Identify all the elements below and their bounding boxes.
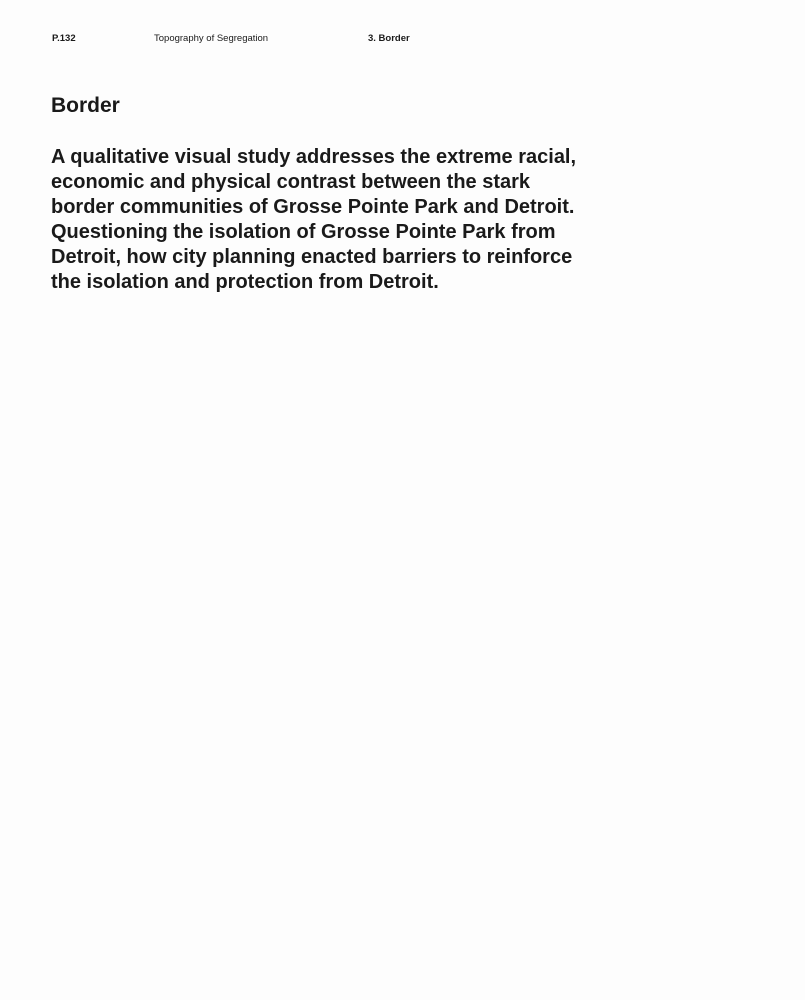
intro-line: Questioning the isolation of Grosse Pointe Park from <box>51 221 556 243</box>
intro-line: border communities of Grosse Pointe Park and Detroit. <box>51 196 575 218</box>
intro-line: the isolation and protection from Detroit. <box>51 271 439 293</box>
page-heading: Border <box>51 94 120 117</box>
intro-line: Detroit, how city planning enacted barriers to reinforce <box>51 246 573 268</box>
intro-line: economic and physical contrast between the stark <box>51 171 531 193</box>
section-label: 3. Border <box>368 33 410 44</box>
page-number: P.132 <box>52 33 76 44</box>
document-title: Topography of Segregation <box>154 33 269 44</box>
page-header <box>0 32 805 46</box>
intro-paragraph <box>51 145 651 295</box>
intro-line: A qualitative visual study addresses the extreme racial, <box>51 146 577 168</box>
